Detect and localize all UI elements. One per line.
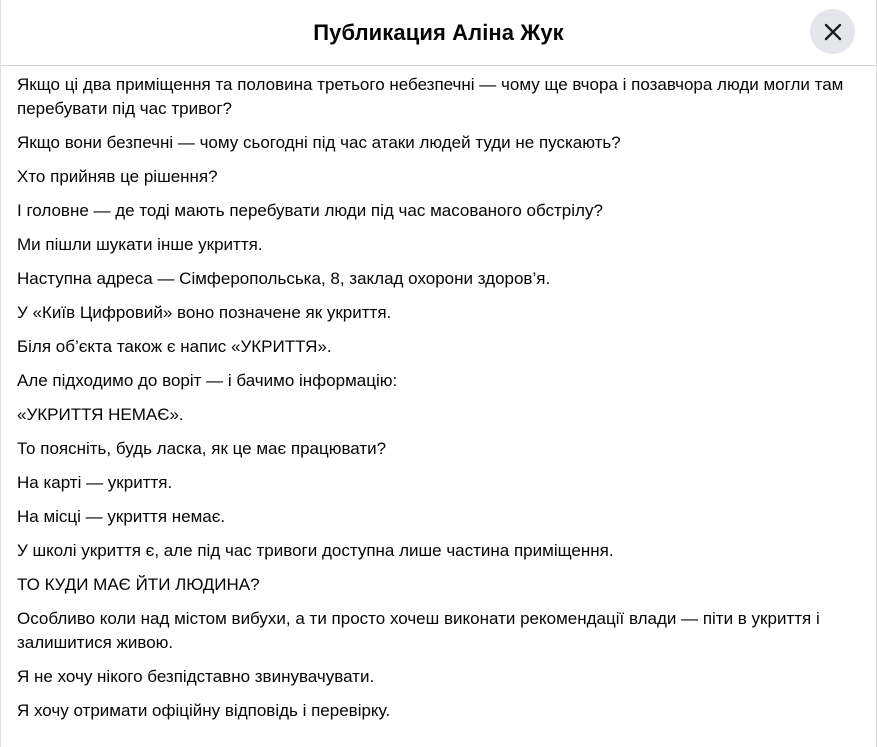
post-paragraph: І головне — де тоді мають перебувати люди під час масованого обстрілу? [17,201,603,220]
post-paragraph: У «Київ Цифровий» воно позначене як укриття. [17,303,392,322]
post-paragraph: Хто прийняв це рішення? [17,167,218,186]
post-paragraph: Біля об’єкта також є напис «УКРИТТЯ». [17,337,332,356]
post-paragraph: Але підходимо до воріт — і бачимо інформацію: [17,371,398,390]
post-text [17,73,857,733]
post-paragraph: То поясніть, будь ласка, як це має працювати? [17,439,387,458]
close-icon [823,22,843,42]
post-paragraph: На карті — укриття. [17,473,173,492]
dialog-header [1,0,876,66]
dialog-title: Публикация Аліна Жук [313,19,564,45]
post-paragraph: Якщо вони безпечні — чому сьогодні під час атаки людей туди не пускають? [17,133,621,152]
post-paragraph: Якщо ці два приміщення та половина третього небезпечні — чому ще вчора і позавчора люди могли там перебувати під час тривог? [17,75,844,118]
post-paragraph: Ми пішли шукати інше укриття. [17,235,263,254]
post-paragraph: «УКРИТТЯ НЕМАЄ». [17,405,184,424]
post-paragraph: Я хочу отримати офіційну відповідь і перевірку. [17,701,391,720]
post-paragraph: У школі укриття є, але під час тривоги доступна лише частина приміщення. [17,541,614,560]
post-paragraph: ТО КУДИ МАЄ ЙТИ ЛЮДИНА? [17,575,260,594]
post-paragraph: Я не хочу нікого безпідставно звинувачувати. [17,667,375,686]
post-paragraph: На місці — укриття немає. [17,507,226,526]
post-paragraph: Наступна адреса — Сімферопольська, 8, заклад охорони здоров’я. [17,269,551,288]
post-paragraph: Особливо коли над містом вибухи, а ти просто хочеш виконати рекомендації влади — піти в укриття і залишитися живою. [17,609,820,652]
close-button[interactable] [810,9,855,54]
